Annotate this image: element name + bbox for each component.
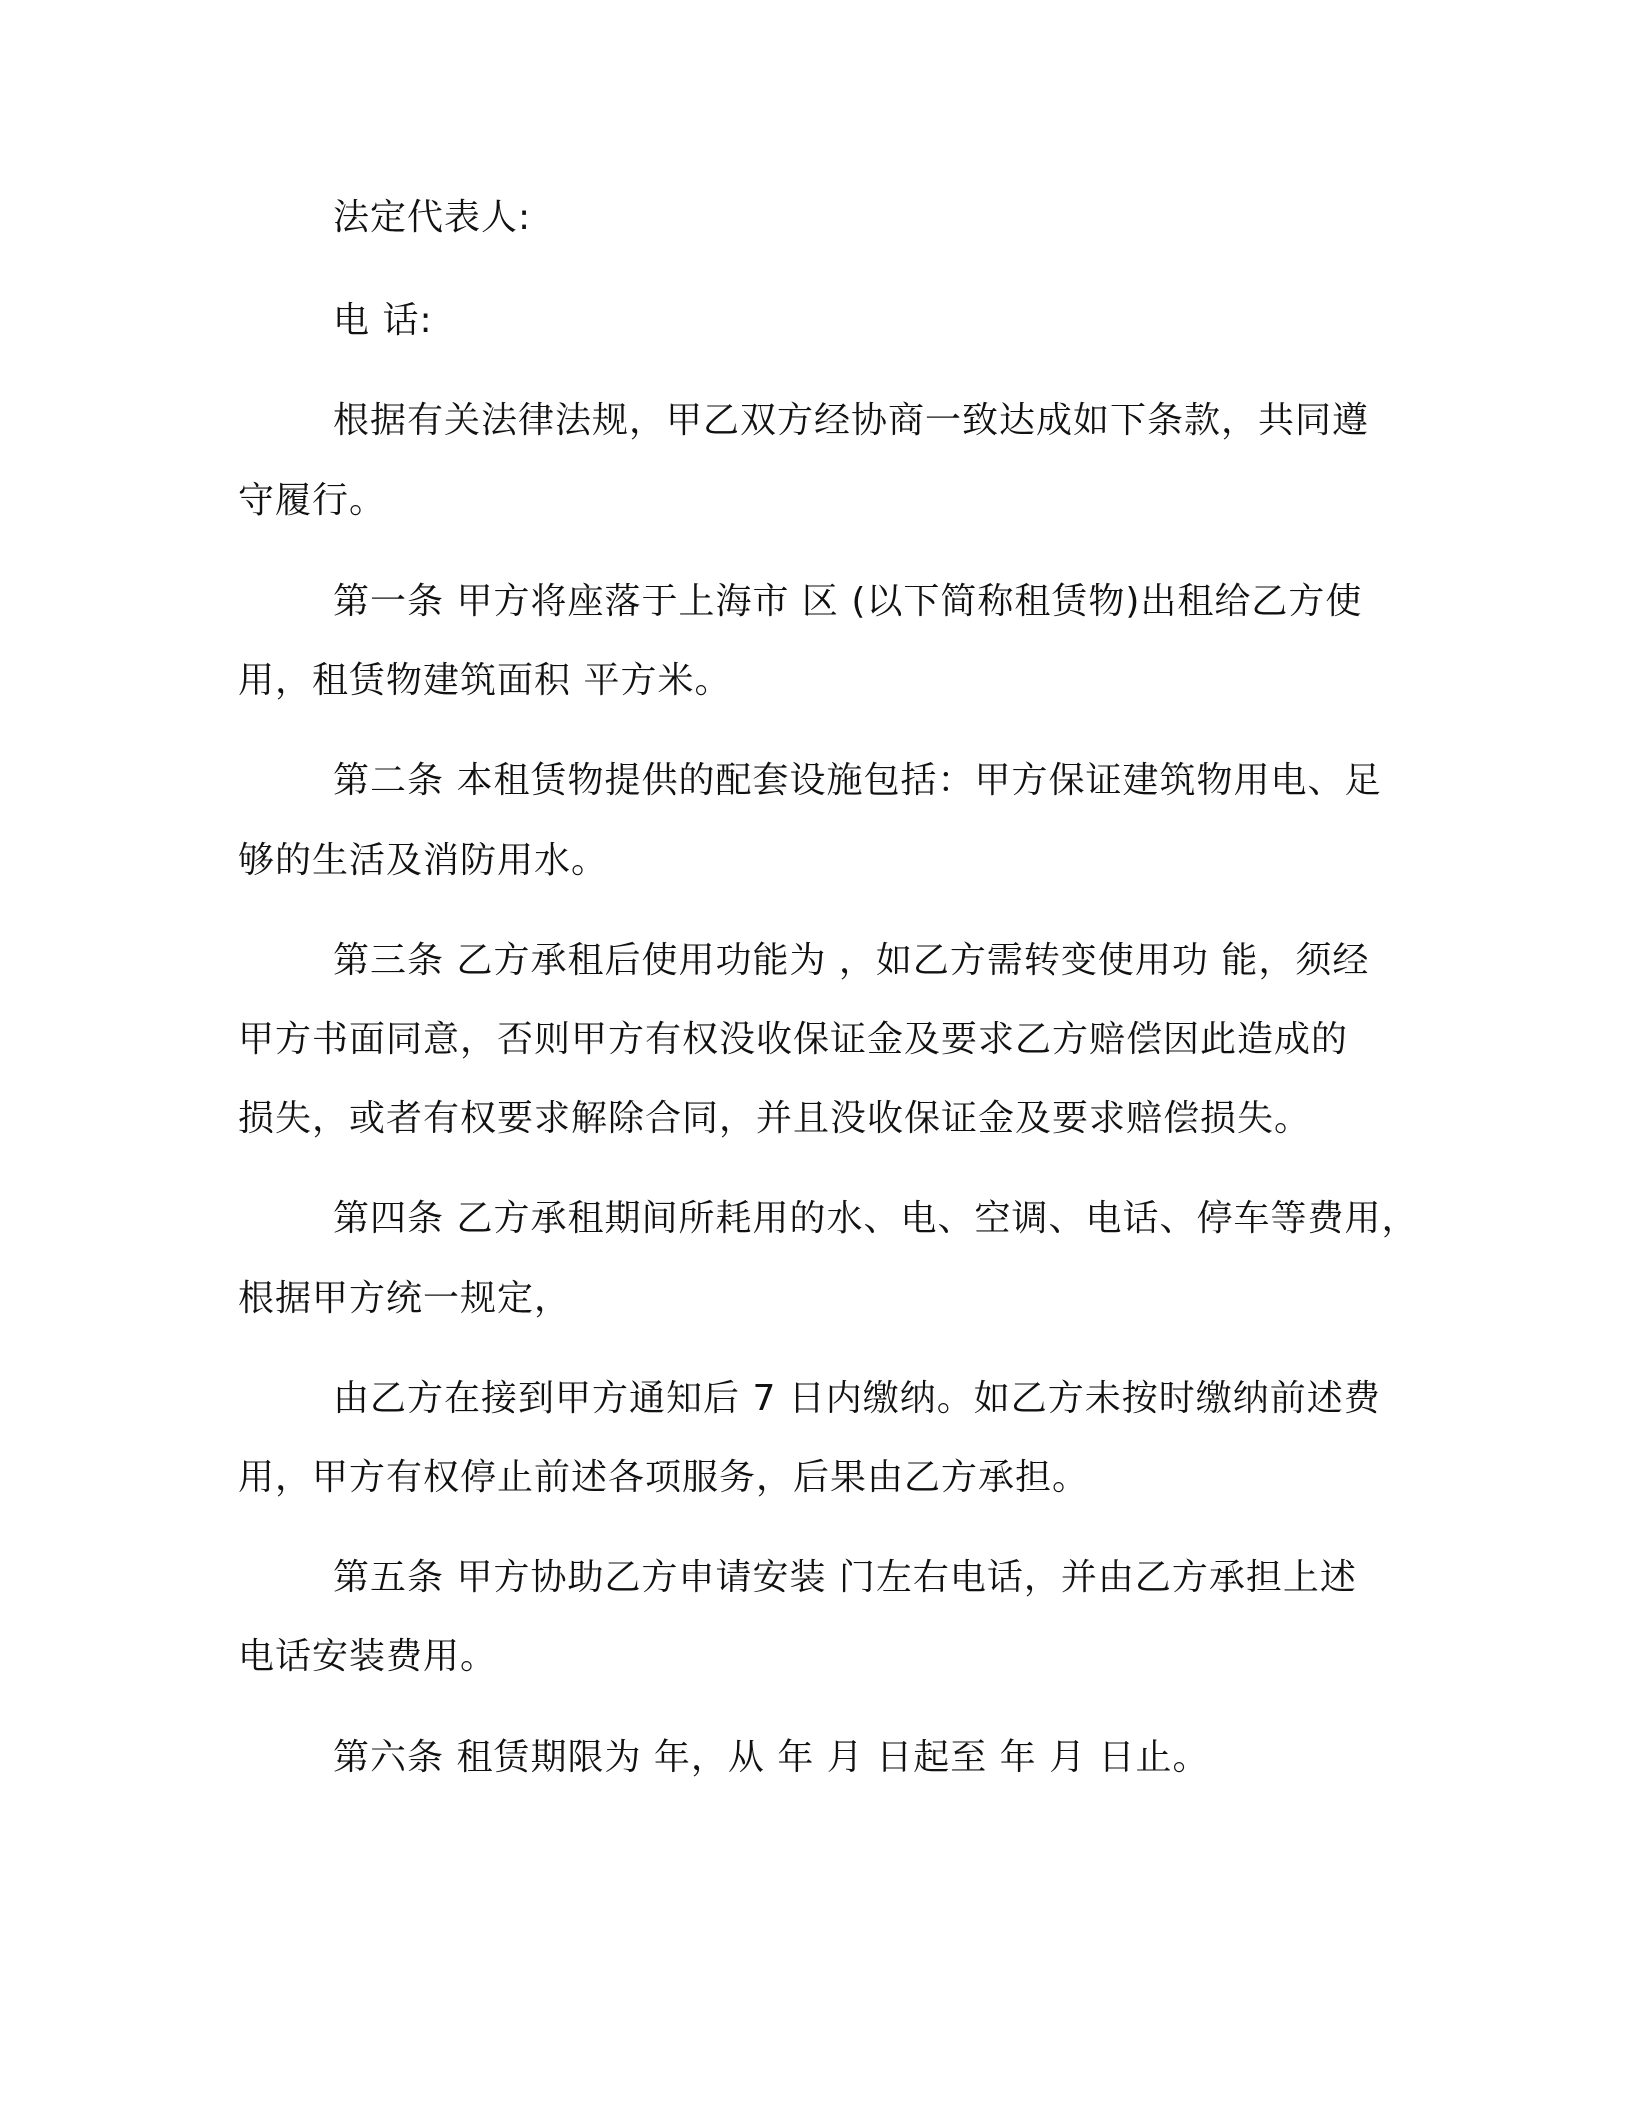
article-3-line-2: 甲方书面同意，否则甲方有权没收保证金及要求乙方赔偿因此造成的 [238,1019,1349,1060]
article-5-line-2: 电话安装费用。 [238,1636,498,1677]
article-4-line-2: 根据甲方统一规定， [238,1278,572,1319]
article-1-line-2: 用，租赁物建筑面积 平方米。 [238,660,732,701]
preamble-line-2: 守履行。 [238,480,387,521]
article-2-line-2: 够的生活及消防用水。 [238,840,609,881]
article-5-line-1: 第五条 甲方协助乙方申请安装 门左右电话，并由乙方承担上述 [333,1557,1357,1598]
article-3-line-3: 损失，或者有权要求解除合同，并且没收保证金及要求赔偿损失。 [238,1098,1312,1139]
preamble-line-1: 根据有关法律法规，甲乙双方经协商一致达成如下条款，共同遵 [333,400,1370,441]
article-6-line-1: 第六条 租赁期限为 年，从 年 月 日起至 年 月 日止。 [333,1737,1210,1778]
article-2-line-1: 第二条 本租赁物提供的配套设施包括：甲方保证建筑物用电、足 [333,760,1382,801]
phone-line: 电 话: [333,300,433,341]
article-4-line-1: 第四条 乙方承租期间所耗用的水、电、空调、电话、停车等费用， [333,1198,1419,1239]
article-1-line-1: 第一条 甲方将座落于上海市 区 (以下简称租赁物)出租给乙方使 [333,581,1363,622]
legal-representative-line: 法定代表人: [333,197,532,238]
article-4-payment-line-1: 由乙方在接到甲方通知后 7 日内缴纳。如乙方未按时缴纳前述费 [333,1378,1381,1419]
article-4-payment-line-2: 用，甲方有权停止前述各项服务，后果由乙方承担。 [238,1457,1090,1498]
article-3-line-1: 第三条 乙方承租后使用功能为 ，如乙方需转变使用功 能，须经 [333,940,1370,981]
